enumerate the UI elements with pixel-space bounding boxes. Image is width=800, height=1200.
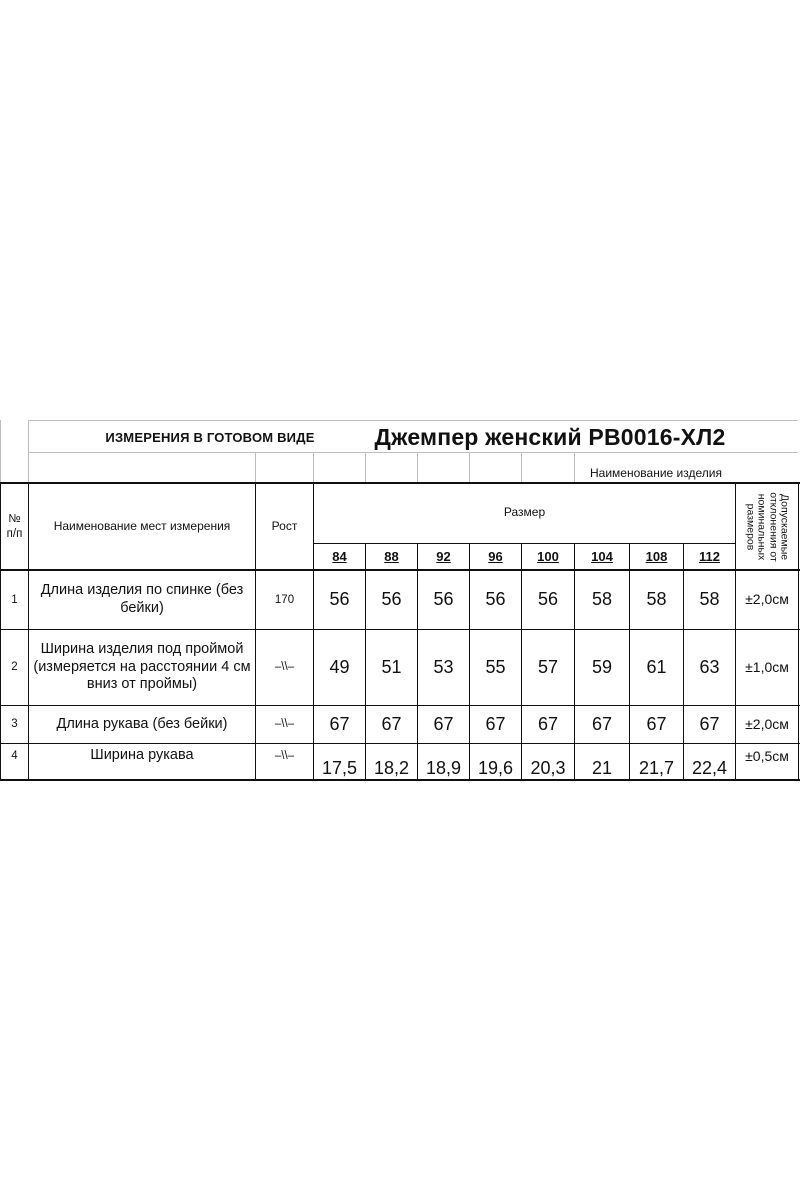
row-measure-name: Длина рукава (без бейки) xyxy=(56,715,228,732)
size-label-92: 92 xyxy=(436,549,451,565)
product-title: Джемпер женский РВ0016-ХЛ2 xyxy=(374,423,726,450)
measurement-table xyxy=(0,418,800,782)
row-height: –\\– xyxy=(274,661,295,674)
row-value: 58 xyxy=(699,589,720,610)
row-number: 3 xyxy=(11,718,18,731)
row-value: 21 xyxy=(591,757,613,778)
row-value: 67 xyxy=(646,713,667,734)
size-label-100: 100 xyxy=(537,549,559,565)
row-value: 20,3 xyxy=(530,757,566,778)
row-value: 67 xyxy=(485,713,506,734)
row-value: 67 xyxy=(433,713,454,734)
row-height: –\\– xyxy=(274,749,295,762)
row-tolerance: ±1,0см xyxy=(745,658,789,675)
row-value: 17,5 xyxy=(321,757,358,778)
row-number: 1 xyxy=(11,593,18,606)
measurements-title: ИЗМЕРЕНИЯ В ГОТОВОМ ВИДЕ xyxy=(105,430,315,446)
row-value: 55 xyxy=(485,656,506,677)
row-tolerance: ±2,0см xyxy=(745,591,789,608)
tolerance-header-text: Допускаемые отклонения от номинальных размеров xyxy=(744,491,791,562)
row-value: 49 xyxy=(329,656,350,677)
row-measure-name: Ширина рукава xyxy=(90,747,194,764)
row-value: 22,4 xyxy=(691,757,728,778)
row-height: 170 xyxy=(274,593,295,606)
row-value: 53 xyxy=(433,656,454,677)
size-label-104: 104 xyxy=(591,549,613,565)
column-measure-name-header: Наименование мест измерения xyxy=(53,519,231,534)
row-value: 56 xyxy=(537,589,559,610)
row-value: 51 xyxy=(381,656,402,677)
row-number: 2 xyxy=(11,661,18,674)
row-value: 18,9 xyxy=(425,757,462,778)
row-value: 63 xyxy=(699,656,720,677)
size-label-84: 84 xyxy=(332,549,347,565)
row-measure-name: Длина изделия по спинке (без бейки) xyxy=(40,582,244,616)
column-tolerance-header xyxy=(736,484,798,569)
row-value: 67 xyxy=(591,713,613,734)
column-size-header: Размер xyxy=(503,504,546,519)
size-label-108: 108 xyxy=(645,549,668,565)
row-value: 58 xyxy=(591,589,613,610)
row-measure-name: Ширина изделия под проймой (измеряется на расстоянии 4 см вниз от проймы) xyxy=(33,640,251,693)
size-label-96: 96 xyxy=(488,549,503,565)
column-number-header: № п/п xyxy=(6,513,23,540)
row-value: 61 xyxy=(646,656,667,677)
size-label-112: 112 xyxy=(699,549,720,565)
row-value: 18,2 xyxy=(373,757,410,778)
row-value: 67 xyxy=(537,713,559,734)
row-value: 56 xyxy=(433,589,454,610)
column-height-header: Рост xyxy=(271,519,298,534)
row-value: 57 xyxy=(537,656,559,677)
size-label-88: 88 xyxy=(384,549,399,565)
row-value: 59 xyxy=(591,656,613,677)
row-value: 56 xyxy=(329,589,350,610)
row-value: 58 xyxy=(646,589,667,610)
row-height: –\\– xyxy=(274,718,295,731)
row-value: 19,6 xyxy=(477,757,514,778)
row-value: 56 xyxy=(485,589,506,610)
row-value: 21,7 xyxy=(638,757,675,778)
row-value: 67 xyxy=(329,713,350,734)
row-number: 4 xyxy=(11,749,18,762)
row-value: 56 xyxy=(381,589,402,610)
row-tolerance: ±2,0см xyxy=(745,715,789,732)
row-value: 67 xyxy=(381,713,402,734)
product-name-label: Наименование изделия xyxy=(590,465,722,480)
row-tolerance: ±0,5см xyxy=(745,748,789,765)
row-value: 67 xyxy=(699,713,720,734)
